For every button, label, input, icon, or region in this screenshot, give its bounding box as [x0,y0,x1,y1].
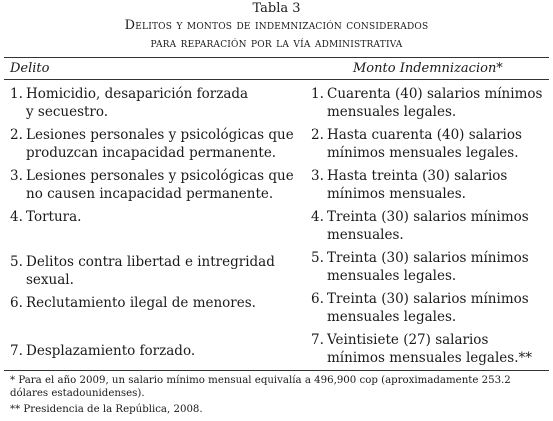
table-row-monto [311,167,549,203]
row-number: 6. [10,295,23,311]
footnote-salary [10,374,550,400]
monto-line: Hasta treinta (30) salarios [327,168,508,184]
monto-line: mínimos mensuales legales.** [327,350,532,366]
top-rule [4,57,549,58]
monto-line: mensuales. [327,227,404,243]
monto-line: mensuales legales. [327,104,457,120]
table-row-monto [311,249,549,285]
row-number: 5. [10,254,23,270]
row-number: 6. [311,291,324,307]
row-number: 2. [10,127,23,143]
delito-line: Homicidio, desaparición forzada [26,86,249,102]
monto-line: Treinta (30) salarios mínimos [327,209,529,225]
footnote-source: ** Presidencia de la República, 2008. [10,404,203,415]
delito-line: y secuestro. [26,104,109,120]
monto-line: Treinta (30) salarios mínimos [327,291,529,307]
monto-line: Treinta (30) salarios mínimos [327,250,529,266]
table-row-monto [311,126,549,162]
table-row-delito [10,253,295,289]
delito-line: Desplazamiento forzado. [26,343,196,359]
table-row-monto [311,290,549,326]
monto-line: mensuales legales. [327,268,457,284]
row-number: 4. [311,209,324,225]
table-label: Tabla 3 [252,1,301,16]
table-row-monto [311,331,549,367]
table-row-monto [311,85,549,121]
table-row-monto [311,208,549,244]
column-header-delito: Delito [10,61,50,76]
table-title-line-1: Delitos y montos de indemnización considerados [124,18,429,33]
row-number: 4. [10,209,23,225]
footnote-line: * Para el año 2009, un salario mínimo mensual equivalía a 496,900 cop (aproximadamente 253.2 [10,375,511,386]
table-row-delito [10,294,295,312]
row-number: 2. [311,127,324,143]
delito-line: Tortura. [26,209,82,225]
delito-line: Lesiones personales y psicológicas que [26,168,294,184]
bottom-rule [4,370,549,371]
row-number: 3. [311,168,324,184]
row-number: 5. [311,250,324,266]
table-title-line-2: para reparación por la vía administrativa [150,36,403,51]
monto-line: Cuarenta (40) salarios mínimos [327,86,543,102]
row-number: 1. [10,86,23,102]
table-row-delito [10,85,295,121]
table-row-delito [10,208,295,226]
delito-line: Reclutamiento ilegal de menores. [26,295,256,311]
row-number: 3. [10,168,23,184]
delito-line: Delitos contra libertad e intregridad [26,254,275,270]
row-number: 1. [311,86,324,102]
delito-line: no causen incapacidad permanente. [26,186,274,202]
monto-line: Veintisiete (27) salarios [327,332,489,348]
table-row-delito [10,126,295,162]
monto-line: mínimos mensuales. [327,186,466,202]
monto-line: mínimos mensuales legales. [327,145,519,161]
footnote-line: dólares estadounidenses). [10,388,145,399]
monto-line: Hasta cuarenta (40) salarios [327,127,522,143]
row-number: 7. [311,332,324,348]
row-number: 7. [10,343,23,359]
delito-line: Lesiones personales y psicológicas que [26,127,294,143]
column-header-monto: Monto Indemnizacion* [353,61,503,76]
table-row-delito [10,342,295,360]
delito-line: sexual. [26,272,74,288]
delito-line: produzcan incapacidad permanente. [26,145,277,161]
header-rule [4,79,549,80]
table-row-delito [10,167,295,203]
monto-line: mensuales legales. [327,309,457,325]
